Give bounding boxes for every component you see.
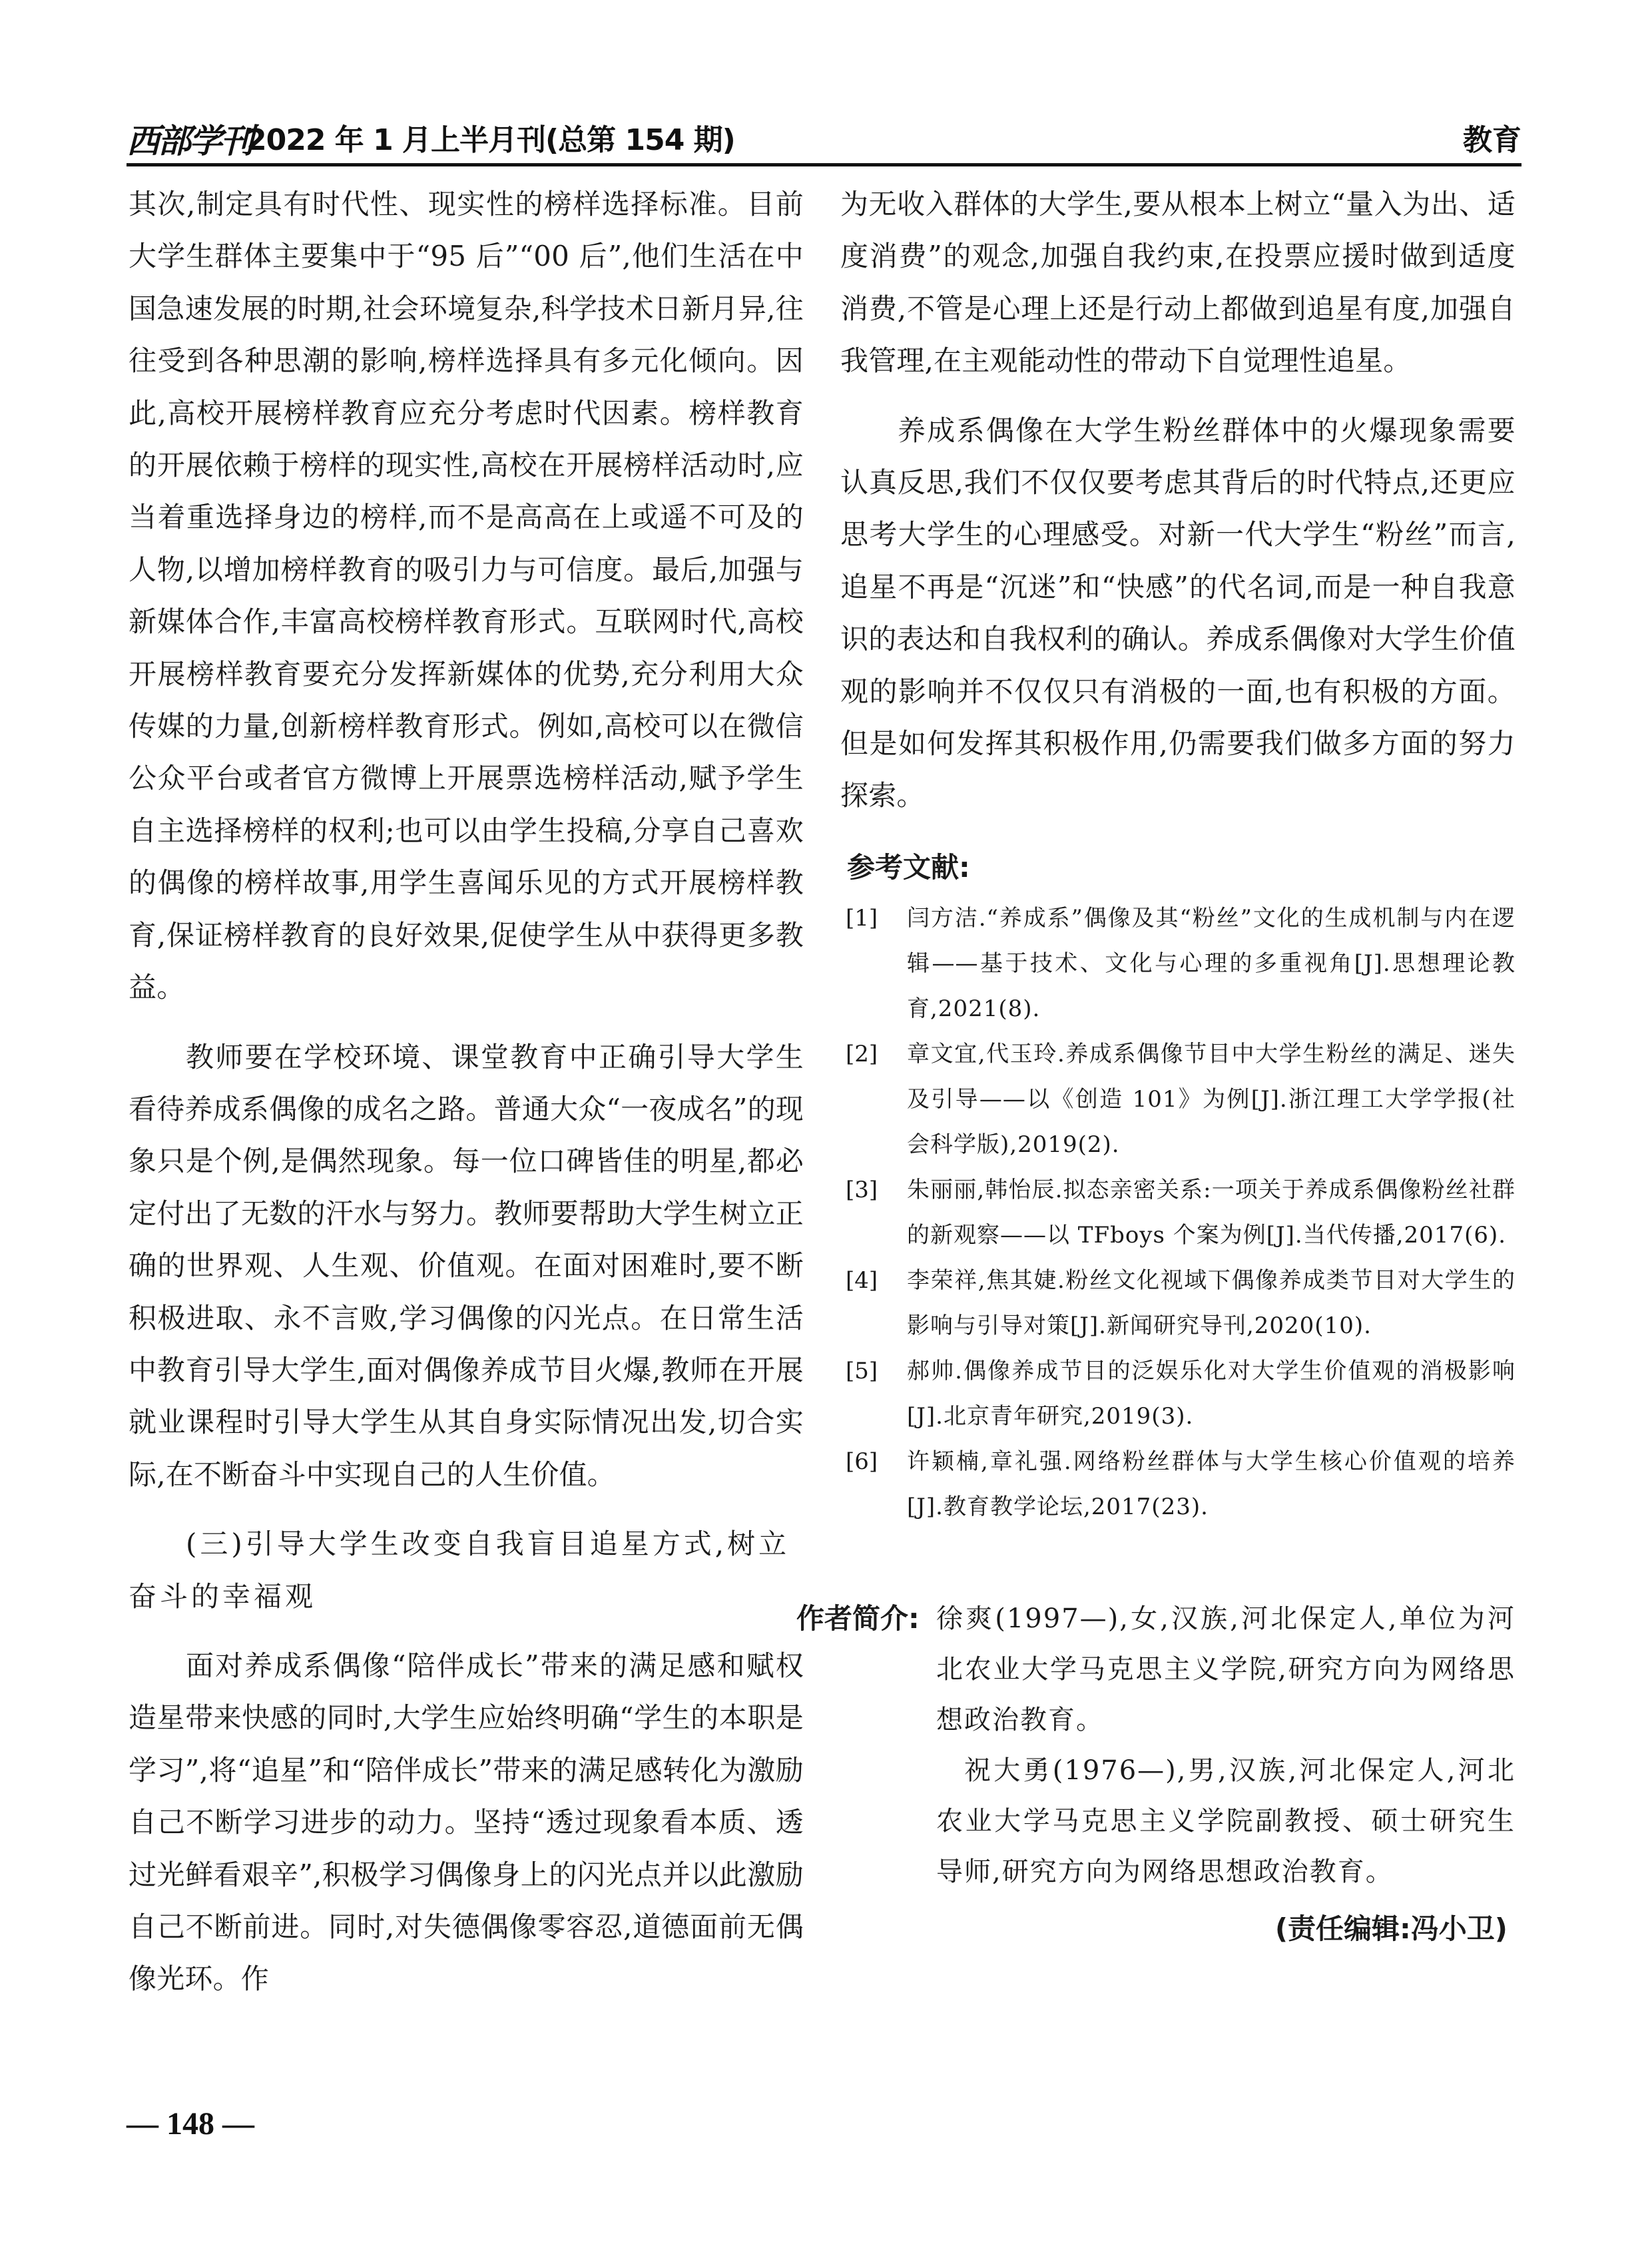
running-header: [127, 112, 1521, 160]
references-list: [840, 896, 1515, 1530]
reference-text: 许颖楠,章礼强.网络粉丝群体与大学生核心价值观的培养[J].教育教学论坛,2017(23).: [907, 1448, 1515, 1520]
reference-number: [4]: [846, 1266, 878, 1294]
page-number: — 148 —: [127, 2106, 254, 2141]
author-intro: [796, 1593, 1515, 1897]
paragraph: 其次,制定具有时代性、现实性的榜样选择标准。目前大学生群体主要集中于“95 后”“00 后”,他们生活在中国急速发展的时期,社会环境复杂,科学技术日新月异,往往受到各种思潮的影响,榜样选择具有多元化倾向。因此,高校开展榜样教育应充分考虑时代因素。榜样教育的开展依赖于榜样的现实性,高校在开展榜样活动时,应当着重选择身边的榜样,而不是高高在上或遥不可及的人物,以增加榜样教育的吸引力与可信度。最后,加强与新媒体合作,丰富高校榜样教育形式。互联网时代,高校开展榜样教育要充分发挥新媒体的优势,充分利用大众传媒的力量,创新榜样教育形式。例如,高校可以在微信公众平台或者官方微博上开展票选榜样活动,赋予学生自主选择榜样的权利;也可以由学生投稿,分享自己喜欢的偶像的榜样故事,用学生喜闻乐见的方式开展榜样教育,保证榜样教育的良好效果,促使学生从中获得更多教益。: [129, 188, 804, 1004]
issue-info: 2022 年 1 月上半月刊(总第 154 期): [246, 123, 735, 157]
paragraph: 养成系偶像在大学生粉丝群体中的火爆现象需要认真反思,我们不仅仅要考虑其背后的时代特点,还更应思考大学生的心理感受。对新一代大学生“粉丝”而言,追星不再是“沉迷”和“快感”的代名词,而是一种自我意识的表达和自我权利的确认。养成系偶像对大学生价值观的影响并不仅仅只有消极的一面,也有积极的方面。但是如何发挥其积极作用,仍需要我们做多方面的努力探索。: [840, 414, 1515, 812]
reference-item: [846, 896, 1515, 1031]
reference-number: [5]: [846, 1357, 878, 1384]
journal-logo: 西部学刊: [127, 121, 252, 160]
reference-number: [6]: [846, 1448, 878, 1475]
author-intro-body: [936, 1593, 1515, 1897]
right-column: [796, 178, 1515, 1954]
references-title: 参考文献:: [847, 850, 970, 884]
reference-text: 闫方洁.“养成系”偶像及其“粉丝”文化的生成机制与内在逻辑——基于技术、文化与心理的多重视角[J].思想理论教育,2021(8).: [907, 904, 1515, 1022]
reference-text: 章文宜,代玉玲.养成系偶像节目中大学生粉丝的满足、迷失及引导——以《创造 101》为例[J].浙江理工大学学报(社会科学版),2019(2).: [907, 1040, 1515, 1158]
reference-item: [846, 1439, 1515, 1530]
reference-text: 李荣祥,焦其婕.粉丝文化视域下偶像养成类节目对大学生的影响与引导对策[J].新闻研究导刊,2020(10).: [907, 1266, 1515, 1339]
section-subheading: (三)引导大学生改变自我盲目追星方式,树立奋斗的幸福观: [129, 1528, 790, 1613]
paragraph: 教师要在学校环境、课堂教育中正确引导大学生看待养成系偶像的成名之路。普通大众“一夜成名”的现象只是个例,是偶然现象。每一位口碑皆佳的明星,都必定付出了无数的汗水与努力。教师要帮助大学生树立正确的世界观、人生观、价值观。在面对困难时,要不断积极进取、永不言败,学习偶像的闪光点。在日常生活中教育引导大学生,面对偶像养成节目火爆,教师在开展就业课程时引导大学生从其自身实际情况出发,切合实际,在不断奋斗中实现自己的人生价值。: [129, 1040, 804, 1491]
reference-item: [846, 1258, 1515, 1348]
author-intro-label: 作者简介:: [796, 1601, 920, 1635]
reference-number: [1]: [846, 904, 878, 932]
section-name: 教育: [1463, 123, 1521, 157]
left-column: [129, 178, 804, 2006]
reference-text: 朱丽丽,韩怡辰.拟态亲密关系:一项关于养成系偶像粉丝社群的新观察——以 TFboys 个案为例[J].当代传播,2017(6).: [907, 1176, 1515, 1249]
reference-item: [846, 1167, 1515, 1258]
reference-item: [846, 1348, 1515, 1439]
reference-number: [3]: [846, 1176, 878, 1203]
author-bio: 祝大勇(1976—),男,汉族,河北保定人,河北农业大学马克思主义学院副教授、硕士研究生导师,研究方向为网络思想政治教育。: [936, 1755, 1515, 1887]
author-bio: 徐爽(1997—),女,汉族,河北保定人,单位为河北农业大学马克思主义学院,研究方向为网络思想政治教育。: [936, 1603, 1515, 1735]
paragraph: 面对养成系偶像“陪伴成长”带来的满足感和赋权造星带来快感的同时,大学生应始终明确“学生的本职是学习”,将“追星”和“陪伴成长”带来的满足感转化为激励自己不断学习进步的动力。坚持“透过现象看本质、透过光鲜看艰辛”,积极学习偶像身上的闪光点并以此激励自己不断前进。同时,对失德偶像零容忍,道德面前无偶像光环。作: [129, 1649, 804, 1996]
responsible-editor: (责任编辑:冯小卫): [1274, 1912, 1508, 1945]
paragraph: 为无收入群体的大学生,要从根本上树立“量入为出、适度消费”的观念,加强自我约束,在投票应援时做到适度消费,不管是心理上还是行动上都做到追星有度,加强自我管理,在主观能动性的带动下自觉理性追星。: [840, 188, 1515, 378]
header-rule: [127, 163, 1521, 166]
reference-text: 郝帅.偶像养成节目的泛娱乐化对大学生价值观的消极影响[J].北京青年研究,2019(3).: [907, 1357, 1515, 1430]
reference-number: [2]: [846, 1040, 878, 1067]
reference-item: [846, 1031, 1515, 1167]
